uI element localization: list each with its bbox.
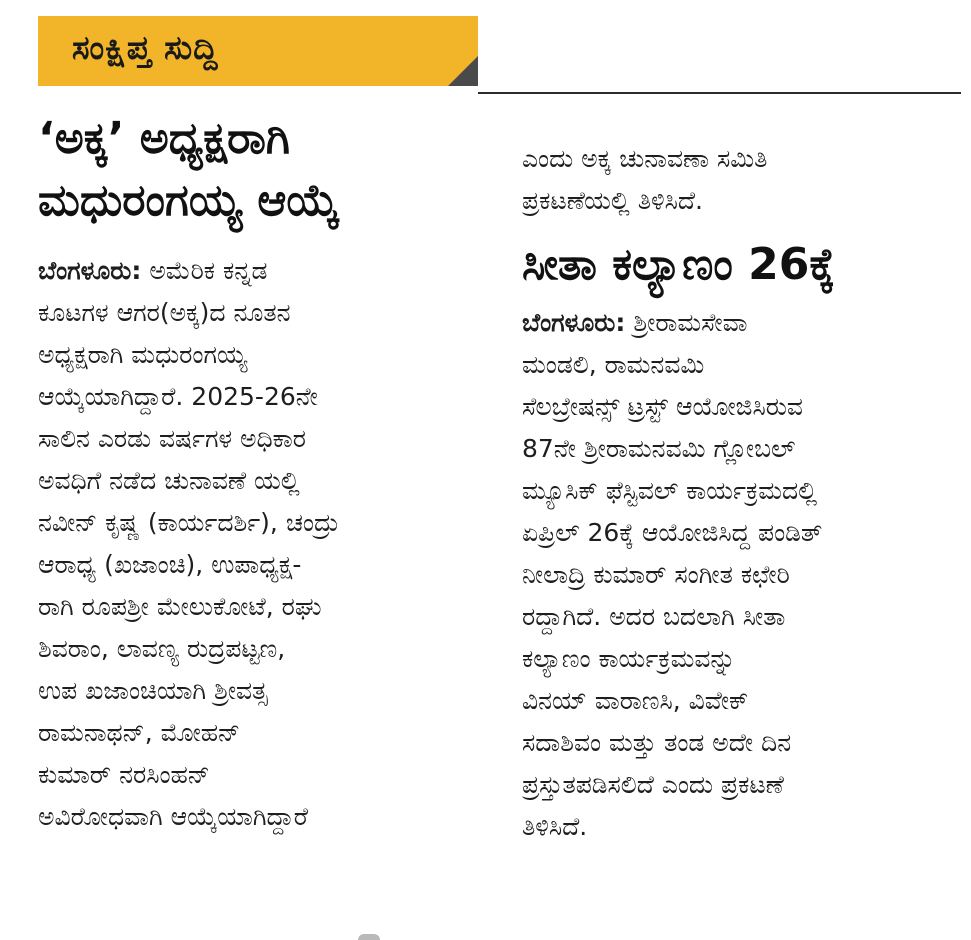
body-line: ಶಿವರಾಂ, ಲಾವಣ್ಯ ರುದ್ರಪಟ್ಟಣ, <box>38 634 286 663</box>
body-line: 87ನೇ ಶ್ರೀರಾಮನವಮಿ ಗ್ಲೋಬಲ್ <box>522 434 796 463</box>
article-akka-body <box>38 250 493 838</box>
body-line: ರಾಗಿ ರೂಪಶ್ರೀ ಮೇಲುಕೋಟೆ, ರಘು <box>38 592 322 621</box>
section-tag-label: ಸಂಕ್ಷಿಪ್ತ ಸುದ್ದಿ <box>72 28 219 67</box>
body-line: ಏಪ್ರಿಲ್ 26ಕ್ಕೆ ಆಯೋಜಿಸಿದ್ದ ಪಂಡಿತ್ <box>522 518 823 547</box>
article-akka-column <box>38 108 493 838</box>
body-line: ಸದಾಶಿವಂ ಮತ್ತು ತಂಡ ಅದೇ ದಿನ <box>522 728 792 757</box>
body-line: ಪ್ರಸ್ತುತಪಡಿಸಲಿದೆ ಎಂದು ಪ್ರಕಟಣೆ <box>522 770 784 799</box>
body-line: ಪ್ರಕಟಣೆಯಲ್ಲಿ ತಿಳಿಸಿದೆ. <box>522 186 703 215</box>
body-line: ಅವಧಿಗೆ ನಡೆದ ಚುನಾವಣೆ ಯಲ್ಲಿ <box>38 466 300 495</box>
article-akka-headline <box>38 108 493 232</box>
body-line: ಸಾಲಿನ ಎರಡು ವರ್ಷಗಳ ಅಧಿಕಾರ <box>38 424 306 453</box>
body-line: ಎಂದು ಅಕ್ಕ ಚುನಾವಣಾ ಸಮಿತಿ <box>522 144 768 173</box>
body-line: ರಾಮನಾಥನ್, ಮೋಹನ್ <box>38 718 241 747</box>
body-line: ಸೆಲಬ್ರೇಷನ್ಸ್ ಟ್ರಸ್ಟ್ ಆಯೋಜಿಸಿರುವ <box>522 392 803 421</box>
section-tag <box>38 16 478 86</box>
article-sita-body <box>522 302 962 848</box>
body-line: ಆರಾಧ್ಯ (ಖಜಾಂಚಿ), ಉಪಾಧ್ಯಕ್ಷ- <box>38 550 302 579</box>
body-line: ನೀಲಾದ್ರಿ ಕುಮಾರ್ ಸಂಗೀತ ಕಛೇರಿ <box>522 560 790 589</box>
right-column <box>522 138 962 848</box>
body-line: ಅಮೆರಿಕ ಕನ್ನಡ <box>141 256 268 285</box>
article-sita-headline: ಸೀತಾ ಕಲ್ಯಾಣಂ 26ಕ್ಕೆ <box>522 239 836 290</box>
body-line: ಶ್ರೀರಾಮಸೇವಾ <box>625 308 748 337</box>
page-edge-mark <box>358 934 380 940</box>
body-line: ನವೀನ್ ಕೃಷ್ಣ (ಕಾರ್ಯದರ್ಶಿ), ಚಂದ್ರು <box>38 508 340 537</box>
headline-line: ಮಧುರಂಗಯ್ಯ ಆಯ್ಕೆ <box>38 175 340 226</box>
article-akka-dateline: ಬೆಂಗಳೂರು: <box>38 256 142 285</box>
body-line: ಉಪ ಖಜಾಂಚಿಯಾಗಿ ಶ್ರೀವತ್ಸ <box>38 676 268 705</box>
body-line: ಕುಮಾರ್ ನರಸಿಂಹನ್ <box>38 760 210 789</box>
body-line: ಕೂಟಗಳ ಆಗರ(ಅಕ್ಕ)ದ ನೂತನ <box>38 298 291 327</box>
body-line: ರದ್ದಾಗಿದೆ. ಅದರ ಬದಲಾಗಿ ಸೀತಾ <box>522 602 786 631</box>
body-line: ಅಧ್ಯಕ್ಷರಾಗಿ ಮಧುರಂಗಯ್ಯ <box>38 340 248 369</box>
body-line: ಮಂಡಲಿ, ರಾಮನವಮಿ <box>522 350 705 379</box>
section-divider <box>478 92 961 94</box>
body-line: ಮ್ಯೂಸಿಕ್ ಫೆಸ್ಟಿವಲ್ ಕಾರ್ಯಕ್ರಮದಲ್ಲಿ <box>522 476 818 505</box>
article-sita-dateline: ಬೆಂಗಳೂರು: <box>522 308 626 337</box>
folded-corner-decoration <box>448 56 478 86</box>
headline-line: ‘ಅಕ್ಕ’ ಅಧ್ಯಕ್ಷರಾಗಿ <box>38 113 290 164</box>
body-line: ಆಯ್ಕೆಯಾಗಿದ್ದಾರೆ. 2025-26ನೇ <box>38 382 318 411</box>
article-akka-continuation <box>522 138 962 222</box>
body-line: ತಿಳಿಸಿದೆ. <box>522 812 588 841</box>
body-line: ವಿನಯ್ ವಾರಾಣಸಿ, ವಿವೇಕ್ <box>522 686 749 715</box>
body-line: ಕಲ್ಯಾಣಂ ಕಾರ್ಯಕ್ರಮವನ್ನು <box>522 644 736 673</box>
body-line: ಅವಿರೋಧವಾಗಿ ಆಯ್ಕೆಯಾಗಿದ್ದಾರೆ <box>38 802 309 831</box>
